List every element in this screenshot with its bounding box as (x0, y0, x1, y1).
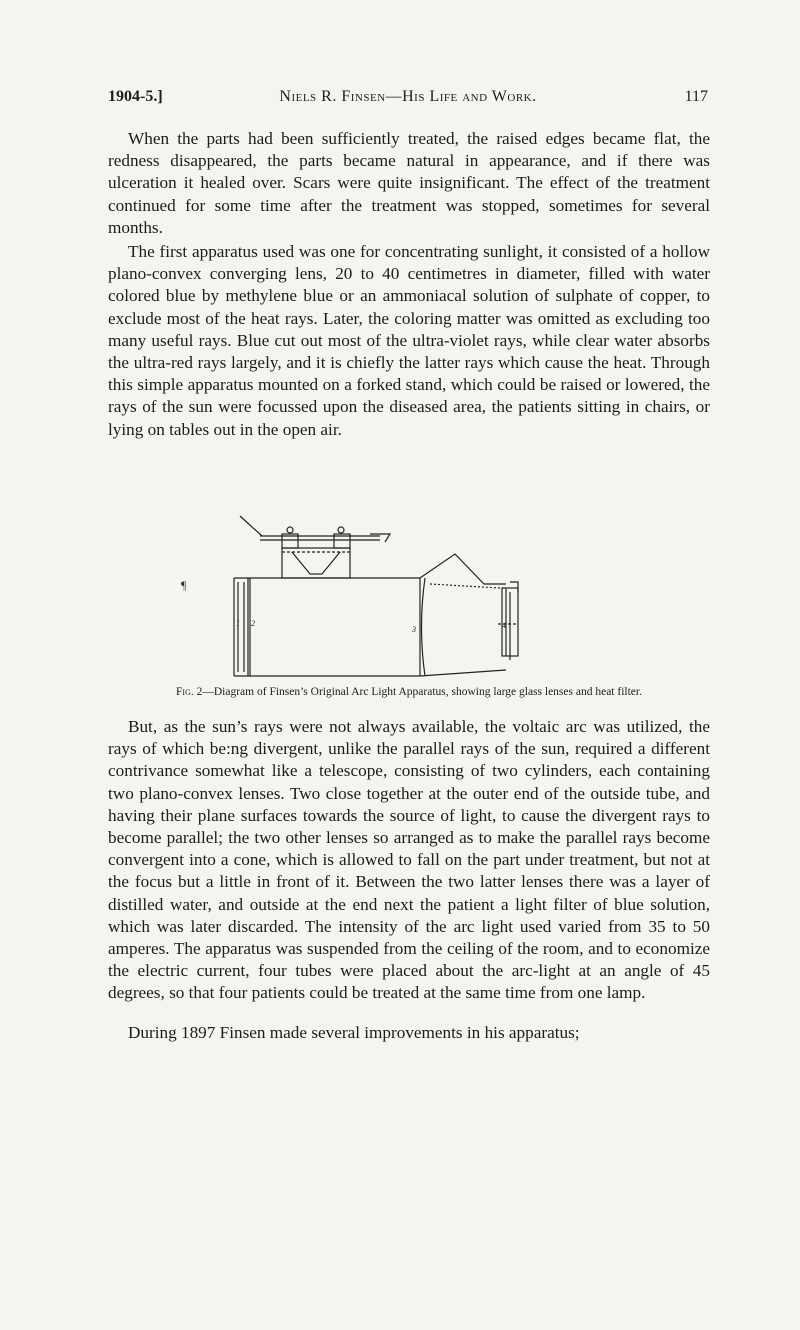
figure-caption-text: —Diagram of Finsen’s Original Arc Light Apparatus, showing large glass lenses and heat filter. (202, 686, 642, 698)
lens-label-4: 4 (502, 621, 506, 630)
figure-caption (108, 686, 710, 698)
top-knob-left (287, 527, 293, 533)
paragraph-arc-light-apparatus: But, as the sun’s rays were not always available, the voltaic arc was utilized, the rays of which be:ng divergent, unlike the parallel rays of the sun, required a different contrivance somewhat like a telescope, consisting of two cylinders, each containing two plano-convex lenses. Two close together at the outer end of the outside tube, and having their plane surfaces towards the source of light, to cause the divergent rays to become parallel; the two other lenses so arranged as to make the parallel rays become convergent into a cone, which is allowed to fall on the part under treatment, but not at the focus but a little in front of it. Between the two latter lenses there was a layer of distilled water, and outside at the end next the patient a light filter of blue solution, which was later discarded. The intensity of the arc light used varied from 35 to 50 amperes. The apparatus was suspended from the ceiling of the room, and to economize the electric current, four tubes were placed about the arc-light at an angle of 45 degrees, so that four patients could be treated at the same time from one lamp. (108, 717, 710, 1003)
header-title: Niels R. Finsen—His Life and Work. (279, 88, 537, 105)
margin-mark: ¶ (181, 578, 187, 592)
header-year: 1904-5.] (108, 88, 163, 105)
page-number: 117 (684, 88, 708, 105)
suspension-rod (240, 516, 262, 536)
lens-label-3: 3 (412, 625, 416, 634)
paragraph-sunlight-apparatus: The first apparatus used was one for concentrating sunlight, it consisted of a hollow plano-convex converging lens, 20 to 40 centimetres in diameter, filled with water colored blue by methylene blue or an ammoniacal solution of sulphate of copper, to exclude most of the heat rays. Later, the coloring matter was omitted as excluding too many useful rays. Blue cut out most of the ultra-violet rays, while clear water absorbs the ultra-red rays largely, and it is chiefly the latter rays which cause the heat. Through this simple apparatus mounted on a forked stand, which could be raised or lowered, the rays of the sun were focussed upon the diseased area, the patients sitting in chairs, or lying on tables out in the open air. (108, 242, 710, 439)
top-knob-right (338, 527, 344, 533)
paragraph-improvements: During 1897 Finsen made several improvements in his apparatus; (128, 1023, 580, 1042)
lens-label-2: 2 (251, 619, 255, 628)
convergent-cone-top (420, 554, 506, 584)
figure-caption-label: Fig. 2 (176, 686, 203, 698)
running-header (108, 88, 708, 112)
arc-light-apparatus-diagram (230, 512, 520, 680)
lens-label-1: 1 (236, 619, 240, 628)
paragraph-treatment-results: When the parts had been sufficiently treated, the raised edges became flat, the redness disappeared, the parts became natural in appearance, and if there was ulceration it healed over. Scars were quite insignificant. The effect of the treatment continued for some time after the treatment was stopped, sometimes for several months. (108, 129, 710, 237)
